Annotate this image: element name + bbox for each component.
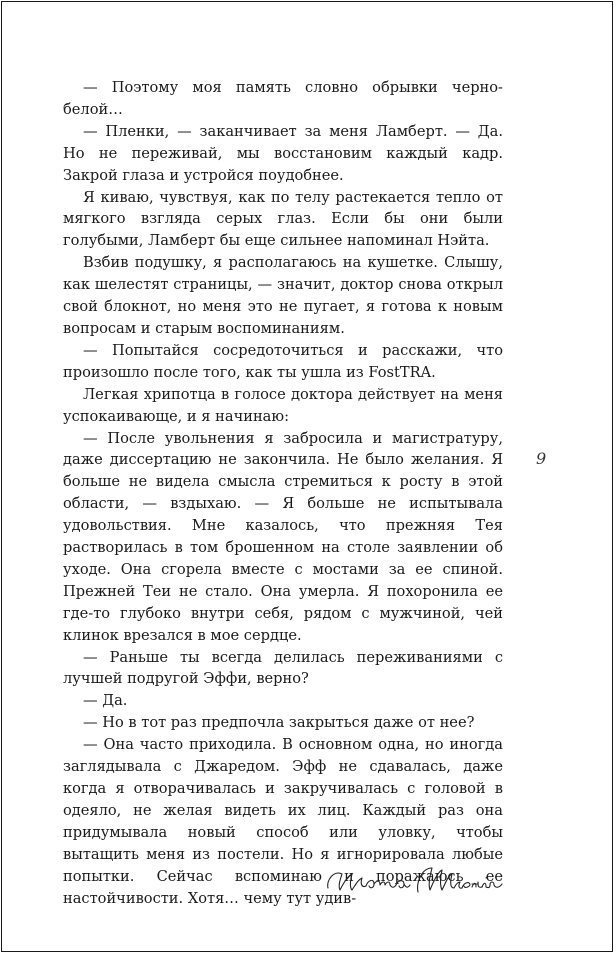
body-text [63,77,503,909]
paragraph: — Да. [83,692,128,710]
paragraph: — Попытайся сосредоточиться и расскажи, что произошло после того, как ты ушла из FostTRA. [63,341,503,381]
author-signature [322,854,504,904]
paragraph: Легкая хрипотца в голосе доктора действует на меня успокаивающе, и я начинаю: [63,385,503,425]
page-number: 9 [536,449,547,468]
paragraph: — После увольнения я забросила и магистратуру, даже диссертацию не закончила. Не было желания. Я больше не видела смысла стремиться к росту в этой области, — вздыхаю. — Я больше не испытывала удовольствия. Мне казалось, что прежняя Тея растворилась в том брошенном на столе заявлении об уходе. Она сгорела вместе с мостами за ее спиной. Прежней Теи не стало. Она умерла. Я похоронила ее где-то глубоко внутри себя, рядом с мужчиной, чей клинок врезался в мое сердце. [63,429,503,644]
paragraph: — Раньше ты всегда делилась переживаниями с лучшей подругой Эффи, верно? [63,648,503,688]
paragraph: — Поэтому моя память словно обрывки черно-белой… [63,79,503,118]
paragraph: Взбив подушку, я располагаюсь на кушетке. Слышу, как шелестят страницы, — значит, доктор снова открыл свой блокнот, но меня это не пугает, я готова к новым вопросам и старым воспоминаниям. [63,254,503,337]
paragraph: — Она часто приходила. В основном одна, но иногда заглядывала с Джаредом. Эфф не сдавалась, даже когда я отворачивалась и закручивалась с головой в одеяло, не желая видеть их лиц. Каждый раз она придумывала новый способ или уловку, чтобы вытащить меня из постели. Но я игнорировала любые попытки. Сейчас вспоминаю и поражаюсь ее настойчивости. Хотя… чему тут удив- [63,736,503,907]
paragraph: Я киваю, чувствуя, как по телу растекается тепло от мягкого взгляда серых глаз. Если бы они были голубыми, Ламберт бы еще сильнее напоминал Нэйта. [63,188,503,250]
paragraph: — Пленки, — заканчивает за меня Ламберт. — Да. Но не переживай, мы восстановим каждый кадр. Закрой глаза и устройся поудобнее. [63,122,503,184]
book-page [1,1,613,952]
paragraph: — Но в тот раз предпочла закрыться даже от нее? [83,714,475,732]
